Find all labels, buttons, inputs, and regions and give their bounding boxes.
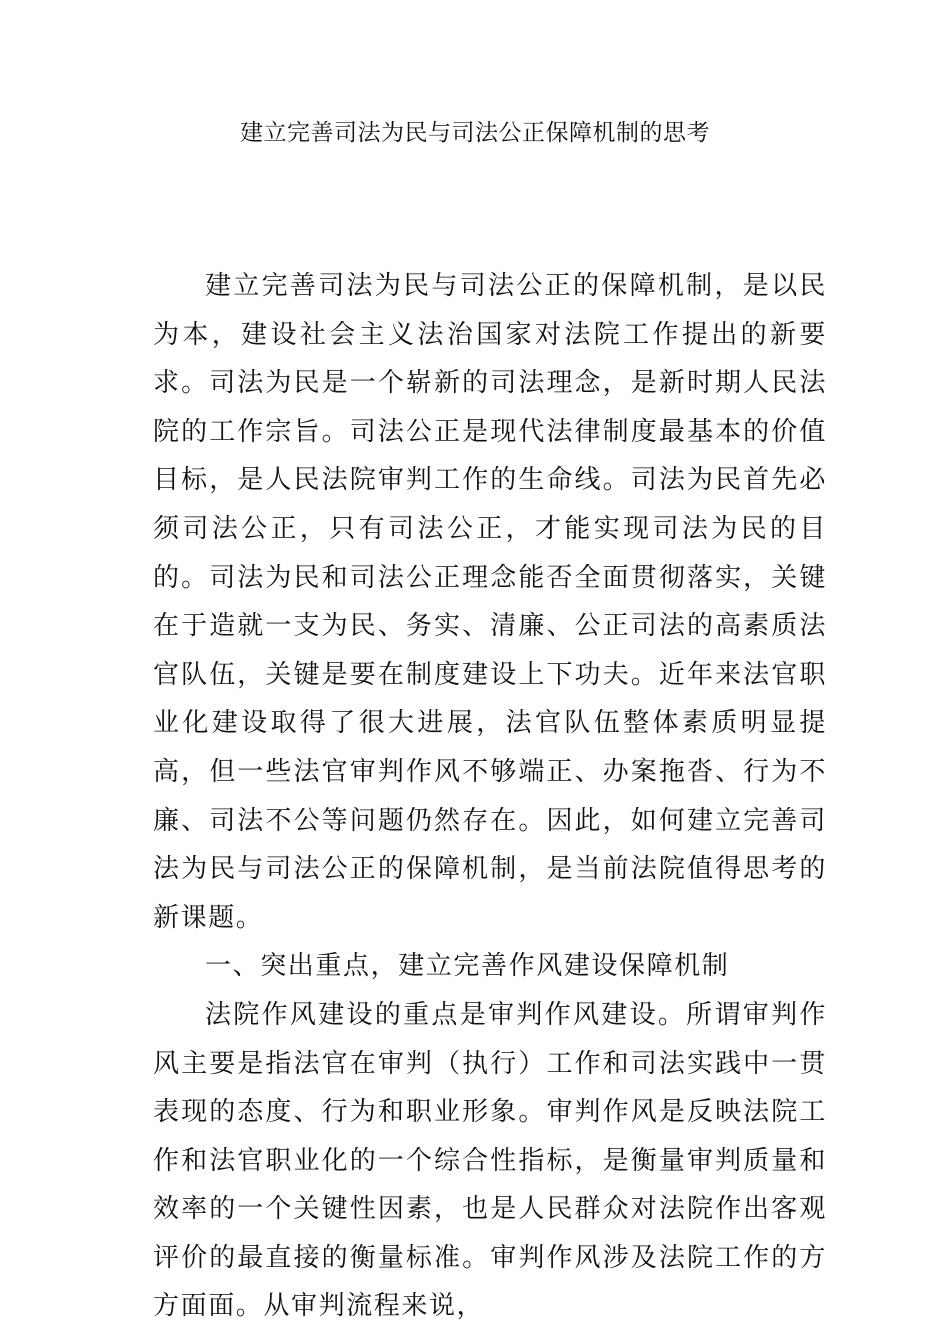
section-heading: 一、突出重点，建立完善作风建设保障机制 — [205, 951, 730, 982]
section-paragraph: 法院作风建设的重点是审判作风建设。所谓审判作风主要是指法官在审判（执行）工作和司法实践中一贯表现的态度、行为和职业形象。审判作风是反映法院工作和法官职业化的一个综合性指标，是衡量审判质量和效率的一个关键性因素，也是人民群众对法院作出客观评价的最直接的衡量标准。审判作风涉及法院工作的方方面面。从审判流程来说， — [153, 999, 827, 1322]
document-body — [153, 262, 827, 1331]
document-title: 建立完善司法为民与司法公正保障机制的思考 — [240, 120, 710, 146]
intro-paragraph: 建立完善司法为民与司法公正的保障机制，是以民为本，建设社会主义法治国家对法院工作提出的新要求。司法为民是一个崭新的司法理念，是新时期人民法院的工作宗旨。司法公正是现代法律制度最基本的价值目标，是人民法院审判工作的生命线。司法为民首先必须司法公正，只有司法公正，才能实现司法为民的目的。司法为民和司法公正理念能否全面贯彻落实，关键在于造就一支为民、务实、清廉、公正司法的高素质法官队伍，关键是要在制度建设上下功夫。近年来法官职业化建设取得了很大进展，法官队伍整体素质明显提高，但一些法官审判作风不够端正、办案拖沓、行为不廉、司法不公等问题仍然存在。因此，如何建立完善司法为民与司法公正的保障机制，是当前法院值得思考的新课题。 — [153, 271, 827, 933]
